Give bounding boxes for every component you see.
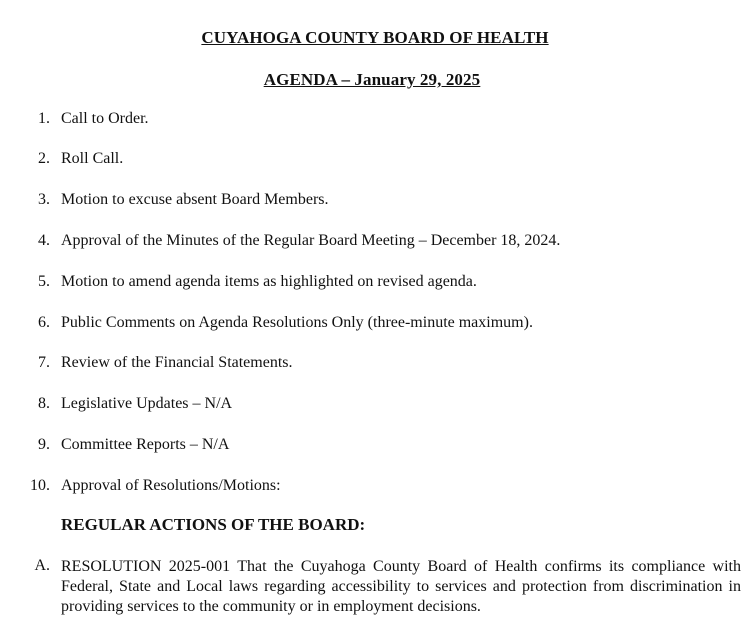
agenda-item-text: Motion to excuse absent Board Members. xyxy=(61,191,329,208)
agenda-item-text: Approval of the Minutes of the Regular Board Meeting – December 18, 2024. xyxy=(61,232,561,249)
section-heading: REGULAR ACTIONS OF THE BOARD: xyxy=(61,515,366,534)
agenda-item-text: Public Comments on Agenda Resolutions Only (three-minute maximum). xyxy=(61,314,533,331)
agenda-item-number: 1. xyxy=(38,110,50,127)
agenda-item-text: Legislative Updates – N/A xyxy=(61,395,233,412)
organization-title: CUYAHOGA COUNTY BOARD OF HEALTH xyxy=(201,28,549,47)
agenda-item-number: 5. xyxy=(38,273,50,290)
agenda-item-number: 8. xyxy=(38,395,50,412)
resolution-label: A. xyxy=(34,557,50,574)
agenda-title-text: AGENDA – January 29, 2025 xyxy=(263,70,481,89)
agenda-item-text: Committee Reports – N/A xyxy=(61,436,230,453)
agenda-item-number: 7. xyxy=(38,354,50,371)
agenda-item-text: Review of the Financial Statements. xyxy=(61,354,293,371)
agenda-item-text: Call to Order. xyxy=(61,110,149,127)
agenda-item-number: 9. xyxy=(38,436,50,453)
agenda-item-number: 2. xyxy=(38,150,50,167)
agenda-item-number: 10. xyxy=(30,477,50,494)
agenda-item-number: 3. xyxy=(38,191,50,208)
resolution-text: RESOLUTION 2025-001 That the Cuyahoga County Board of Health confirms its compliance with Federal, State and Local laws regarding accessibility to services and protection from discrimination in providing services to the community or in employment decisions. xyxy=(61,558,741,615)
agenda-item-number: 4. xyxy=(38,232,50,249)
agenda-item-text: Roll Call. xyxy=(61,150,124,167)
agenda-item-text: Approval of Resolutions/Motions: xyxy=(61,477,281,494)
agenda-item-number: 6. xyxy=(38,314,50,331)
agenda-item-text: Motion to amend agenda items as highlighted on revised agenda. xyxy=(61,273,477,290)
agenda-title xyxy=(0,70,750,90)
